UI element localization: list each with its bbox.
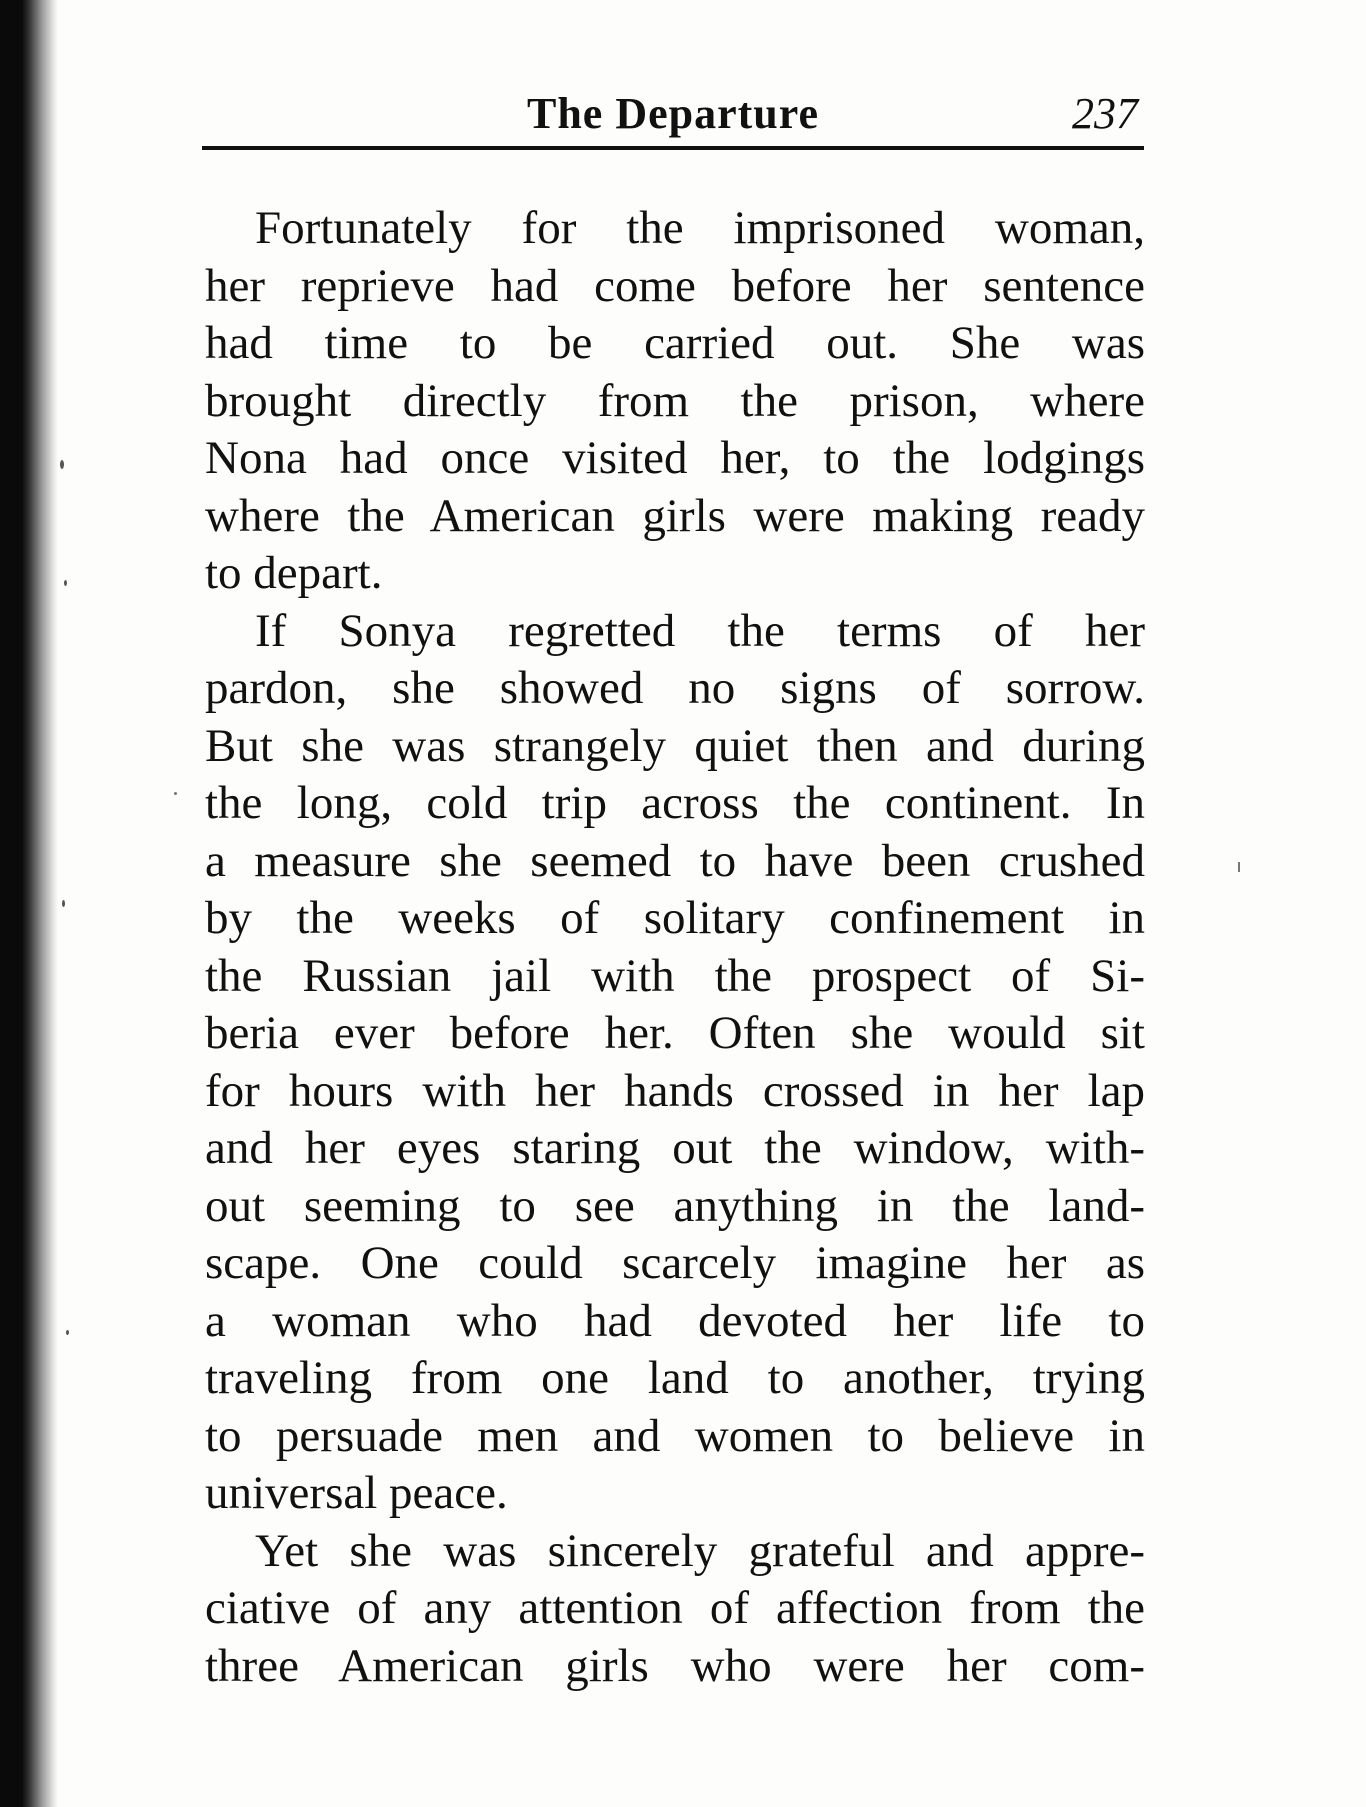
text-line: ciative of any attention of affection from the (205, 1582, 1145, 1634)
paragraph (205, 603, 1145, 1523)
text-line: Fortunately for the imprisoned woman, (255, 202, 1145, 254)
text-line: brought directly from the prison, where (205, 374, 1145, 427)
text-line: for hours with her hands crossed in her lap (205, 1064, 1145, 1117)
text-line: pardon, she showed no signs of sorrow. (205, 662, 1145, 714)
text-line: to persuade men and women to believe in (205, 1409, 1145, 1462)
text-line: a measure she seemed to have been crushed (205, 834, 1145, 887)
text-line: Nona had once visited her, to the lodgings (205, 432, 1145, 484)
text-line: the Russian jail with the prospect of Si- (205, 949, 1145, 1002)
text-line: and her eyes staring out the window, with- (205, 1122, 1145, 1174)
paragraph (205, 200, 1145, 603)
running-title: The Departure (526, 89, 820, 138)
text-line: a woman who had devoted her life to (205, 1294, 1145, 1347)
text-line: universal peace. (205, 1467, 508, 1519)
text-line: three American girls who were her com- (205, 1639, 1145, 1692)
text-line: had time to be carried out. She was (205, 317, 1145, 369)
body-text (205, 200, 1145, 1695)
page-number: 237 (1072, 89, 1138, 138)
scan-speck (66, 1330, 69, 1335)
paragraph (205, 1523, 1145, 1696)
text-line: her reprieve had come before her sentence (205, 259, 1145, 312)
text-line: the long, cold trip across the continent. In (205, 777, 1145, 829)
text-line: scape. One could scarcely imagine her as (205, 1237, 1145, 1289)
text-line: If Sonya regretted the terms of her (255, 604, 1145, 657)
text-line: by the weeks of solitary confinement in (205, 892, 1145, 944)
running-header (202, 84, 1144, 150)
text-line: But she was strangely quiet then and during (205, 719, 1145, 772)
scan-speck (64, 580, 67, 586)
text-line: to depart. (205, 547, 383, 599)
text-line: out seeming to see anything in the land- (205, 1179, 1145, 1232)
page-binding-shadow (0, 0, 58, 1807)
scan-speck (62, 900, 65, 907)
scan-speck (174, 792, 177, 795)
text-line: traveling from one land to another, trying (205, 1352, 1145, 1404)
scan-speck (60, 460, 64, 469)
text-line: Yet she was sincerely grateful and appre- (255, 1524, 1145, 1577)
text-line: beria ever before her. Often she would sit (205, 1007, 1145, 1059)
text-line: where the American girls were making ready (205, 489, 1145, 542)
scan-speck (1238, 862, 1240, 872)
